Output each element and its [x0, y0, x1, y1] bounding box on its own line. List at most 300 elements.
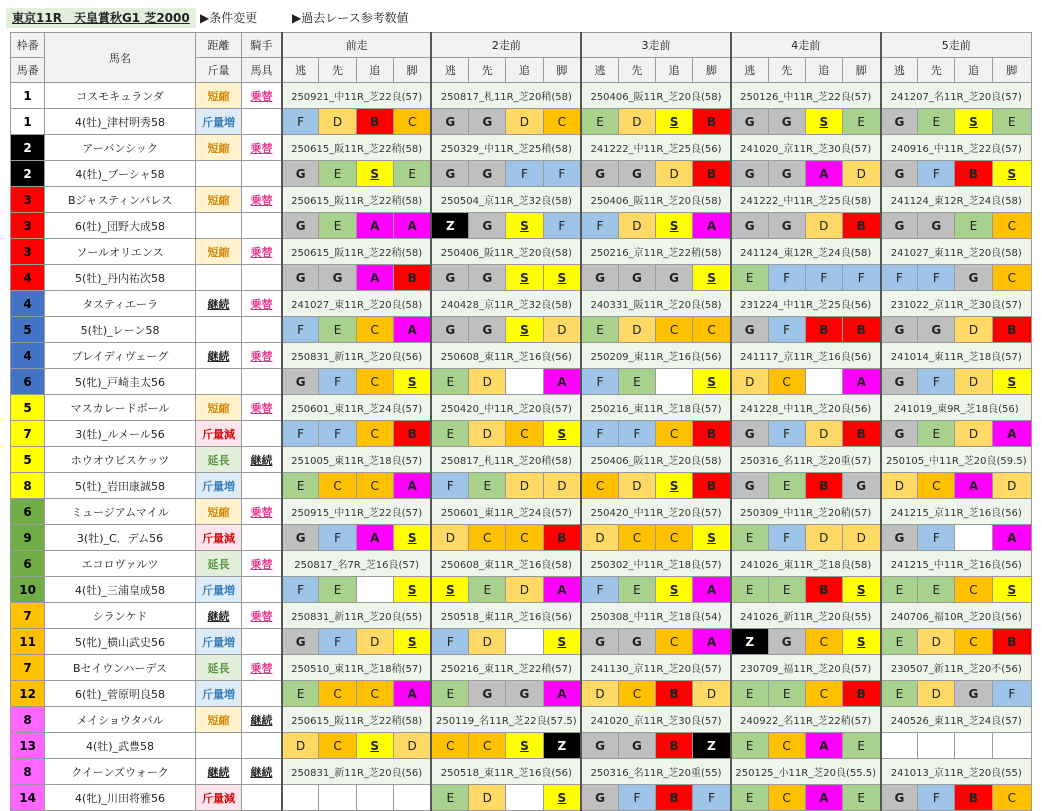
jockey-change-tag[interactable]: 乗替 [242, 83, 282, 109]
past-race-label[interactable]: 230709_福11R_芝20良(57) [731, 655, 881, 681]
race-group-header-2: 2走前 [431, 33, 581, 58]
race-mark-cell: F [543, 161, 581, 187]
race-mark-cell: G [618, 629, 655, 655]
race-mark-cell: D [469, 421, 506, 447]
gear-cell [242, 629, 282, 655]
horse-number: 2 [11, 161, 45, 187]
frame-number: 5 [11, 395, 45, 421]
distance-change-tag: 短縮 [195, 239, 241, 265]
horse-number: 10 [11, 577, 45, 603]
past-race-label[interactable]: 241020_京11R_芝30良(57) [731, 135, 881, 161]
race-mark-cell: G [881, 317, 918, 343]
race-mark-cell: A [693, 213, 731, 239]
race-mark-cell: G [469, 317, 506, 343]
race-subheader: 先 [469, 58, 506, 83]
past-race-label[interactable]: 250615_阪11R_芝22稍(58) [282, 135, 432, 161]
jockey-change-tag[interactable]: 乗替 [242, 239, 282, 265]
race-mark-cell: F [693, 785, 731, 811]
past-race-label[interactable]: 250216_東11R_芝22稍(57) [431, 655, 581, 681]
frame-number: 5 [11, 447, 45, 473]
race-mark-cell: G [881, 213, 918, 239]
gear-cell [242, 265, 282, 291]
race-mark-cell: F [918, 265, 955, 291]
race-subheader: 脚 [393, 58, 431, 83]
horse-number: 4 [11, 265, 45, 291]
race-mark-cell [506, 369, 543, 395]
past-race-label[interactable]: 241215_中11R_芝16良(56) [881, 551, 1032, 577]
race-mark-cell: Z [431, 213, 468, 239]
race-mark-cell: G [842, 473, 880, 499]
past-race-label[interactable]: 250817_札11R_芝20稍(58) [431, 83, 581, 109]
race-mark-cell: E [918, 577, 955, 603]
race-mark-cell: C [469, 733, 506, 759]
horse-number: 11 [11, 629, 45, 655]
race-mark-cell: C [955, 629, 992, 655]
horse-name[interactable]: ソールオリエンス [45, 239, 196, 265]
horse-age-jockey-info: 5(牡)_丹内祐次58 [45, 265, 196, 291]
race-mark-cell: C [805, 629, 842, 655]
race-mark-cell: B [842, 213, 880, 239]
past-race-label[interactable]: 241027_東11R_芝20良(58) [282, 291, 432, 317]
horse-number: 8 [11, 473, 45, 499]
horse-age-jockey-info: 4(牝)_川田将雅56 [45, 785, 196, 811]
jockey-change-tag[interactable]: 乗替 [242, 499, 282, 525]
race-mark-cell: D [506, 473, 543, 499]
horse-age-jockey-info: 4(牡)_三浦皇成58 [45, 577, 196, 603]
past-race-label[interactable]: 250504_京11R_芝32良(58) [431, 187, 581, 213]
distance-change-tag: 短縮 [195, 395, 241, 421]
race-mark-cell: B [955, 785, 992, 811]
race-mark-cell: D [955, 317, 992, 343]
race-mark-cell: D [581, 525, 618, 551]
race-mark-cell: G [955, 265, 992, 291]
race-mark-cell: C [356, 369, 393, 395]
weight-change-tag: 斤量減 [195, 421, 241, 447]
past-race-label[interactable]: 251005_東11R_芝18良(57) [282, 447, 432, 473]
race-group-header-1: 前走 [282, 33, 432, 58]
race-subheader: 先 [319, 58, 356, 83]
horse-age-jockey-info: 4(牡)_ブーシャ58 [45, 161, 196, 187]
race-mark-cell: S [842, 577, 880, 603]
horse-name[interactable]: クイーンズウォーク [45, 759, 196, 785]
past-race-label[interactable]: 250615_阪11R_芝22稍(58) [282, 707, 432, 733]
jockey-change-tag[interactable]: 乗替 [242, 291, 282, 317]
past-race-label[interactable]: 231022_京11R_芝30良(57) [881, 291, 1032, 317]
past-race-label[interactable]: 250406_阪11R_芝20良(58) [581, 83, 731, 109]
race-mark-cell: E [842, 733, 880, 759]
past-race-label[interactable]: 250510_東11R_芝18稍(57) [282, 655, 432, 681]
past-race-label[interactable]: 250420_中11R_芝20良(57) [581, 499, 731, 525]
past-race-label[interactable]: 250817_札11R_芝20稍(58) [431, 447, 581, 473]
past-race-label[interactable]: 250216_京11R_芝22稍(58) [581, 239, 731, 265]
frame-number: 8 [11, 707, 45, 733]
race-mark-cell: S [506, 317, 543, 343]
past-race-label[interactable]: 250309_中11R_芝20稍(57) [731, 499, 881, 525]
past-race-label[interactable]: 250601_東11R_芝24良(57) [282, 395, 432, 421]
race-mark-cell: S [393, 369, 431, 395]
race-subheader: 逃 [881, 58, 918, 83]
past-race-label[interactable]: 250406_阪11R_芝20良(58) [581, 447, 731, 473]
past-race-label[interactable]: 240706_福10R_芝20良(56) [881, 603, 1032, 629]
past-race-label[interactable]: 241215_京11R_芝16良(56) [881, 499, 1032, 525]
race-mark-cell: E [731, 525, 768, 551]
horse-number: 3 [11, 213, 45, 239]
race-mark-cell: E [431, 421, 468, 447]
jockey-change-tag[interactable]: 乗替 [242, 395, 282, 421]
weight-change-tag: 斤量増 [195, 473, 241, 499]
race-mark-cell: C [431, 733, 468, 759]
past-race-label[interactable]: 241207_名11R_芝20良(57) [881, 83, 1032, 109]
past-race-label[interactable]: 250308_中11R_芝18良(54) [581, 603, 731, 629]
race-subheader: 逃 [731, 58, 768, 83]
race-mark-cell: E [881, 577, 918, 603]
past-race-label[interactable]: 241027_東11R_芝20良(58) [881, 239, 1032, 265]
race-mark-cell: E [431, 785, 468, 811]
race-mark-cell: E [618, 369, 655, 395]
race-mark-cell: B [656, 681, 693, 707]
horse-name[interactable]: ブレイディヴェーグ [45, 343, 196, 369]
horse-age-jockey-info: 5(牝)_戸崎圭太56 [45, 369, 196, 395]
race-mark-cell: S [805, 109, 842, 135]
race-mark-cell: A [356, 213, 393, 239]
horse-age-jockey-info: 5(牡)_レーン58 [45, 317, 196, 343]
race-subheader: 脚 [842, 58, 880, 83]
race-subheader: 逃 [431, 58, 468, 83]
race-mark-cell: E [731, 681, 768, 707]
horse-age-jockey-info: 6(牡)_団野大成58 [45, 213, 196, 239]
race-mark-cell: G [319, 265, 356, 291]
race-mark-cell: G [881, 369, 918, 395]
race-mark-cell: G [431, 317, 468, 343]
past-race-label[interactable]: 230507_新11R_芝20不(56) [881, 655, 1032, 681]
past-race-label[interactable]: 250125_小11R_芝20良(55.5) [731, 759, 881, 785]
jockey-change-tag[interactable]: 乗替 [242, 551, 282, 577]
race-mark-cell: S [506, 733, 543, 759]
race-mark-cell: B [693, 473, 731, 499]
horse-name[interactable]: アーバンシック [45, 135, 196, 161]
race-mark-cell: E [881, 629, 918, 655]
race-mark-cell: F [918, 161, 955, 187]
race-mark-cell: C [656, 317, 693, 343]
race-mark-cell: C [319, 733, 356, 759]
past-race-label[interactable]: 250615_阪11R_芝22稍(58) [282, 187, 432, 213]
horse-name[interactable]: タスティエーラ [45, 291, 196, 317]
gear-cell [242, 733, 282, 759]
past-race-label[interactable]: 250126_中11R_芝22良(57) [731, 83, 881, 109]
horse-number: 12 [11, 681, 45, 707]
past-race-label[interactable]: 250915_中11R_芝22良(57) [282, 499, 432, 525]
past-race-label[interactable]: 250209_東11R_芝16良(56) [581, 343, 731, 369]
past-race-label[interactable]: 241228_中11R_芝20良(56) [731, 395, 881, 421]
race-mark-cell: D [955, 421, 992, 447]
race-mark-cell: A [356, 525, 393, 551]
race-mark-cell: G [656, 265, 693, 291]
past-race-reference-link[interactable]: ▶過去レース参考数値 [292, 11, 409, 25]
race-mark-cell: F [768, 265, 805, 291]
jockey-change-tag[interactable]: 継続 [242, 707, 282, 733]
race-mark-cell: S [693, 369, 731, 395]
race-mark-cell: G [731, 109, 768, 135]
race-mark-cell: C [319, 681, 356, 707]
race-mark-cell: A [393, 473, 431, 499]
race-mark-cell [656, 369, 693, 395]
frame-number: 7 [11, 603, 45, 629]
past-race-label[interactable]: 241117_京11R_芝16良(56) [731, 343, 881, 369]
race-mark-cell: S [842, 629, 880, 655]
race-mark-cell: E [731, 785, 768, 811]
race-mark-cell: F [918, 785, 955, 811]
race-mark-cell: A [356, 265, 393, 291]
race-mark-cell: G [731, 421, 768, 447]
race-mark-cell: B [842, 317, 880, 343]
race-subheader: 脚 [543, 58, 581, 83]
race-mark-cell: C [656, 629, 693, 655]
distance-change-tag: 延長 [195, 551, 241, 577]
race-mark-cell: B [842, 681, 880, 707]
race-mark-cell [356, 577, 393, 603]
race-mark-cell: D [393, 733, 431, 759]
gear-cell [242, 421, 282, 447]
race-mark-cell: E [768, 473, 805, 499]
gear-cell [242, 785, 282, 811]
past-race-label[interactable]: 241130_京11R_芝20良(57) [581, 655, 731, 681]
race-mark-cell: B [805, 577, 842, 603]
horse-number: 13 [11, 733, 45, 759]
jockey-change-tag[interactable]: 継続 [242, 759, 282, 785]
race-mark-cell: F [842, 265, 880, 291]
horse-name[interactable]: メイショウタバル [45, 707, 196, 733]
race-mark-cell: E [618, 577, 655, 603]
race-mark-cell: F [431, 473, 468, 499]
jockey-header: 騎手 [242, 33, 282, 58]
past-race-label[interactable]: 250420_中11R_芝20良(57) [431, 395, 581, 421]
race-mark-cell: G [506, 681, 543, 707]
distance-change-tag: 短縮 [195, 187, 241, 213]
race-mark-cell [506, 785, 543, 811]
past-race-label[interactable]: 241222_中11R_芝25良(56) [581, 135, 731, 161]
race-mark-cell: F [768, 525, 805, 551]
gear-cell [242, 317, 282, 343]
race-mark-cell: F [581, 577, 618, 603]
race-mark-cell: C [356, 681, 393, 707]
race-mark-cell: F [768, 421, 805, 447]
race-mark-cell: F [918, 369, 955, 395]
race-mark-cell: E [955, 213, 992, 239]
weight-change-tag [195, 317, 241, 343]
horse-age-jockey-info: 3(牡)_ルメール56 [45, 421, 196, 447]
race-mark-cell: E [393, 161, 431, 187]
past-race-label[interactable]: 231224_中11R_芝25良(56) [731, 291, 881, 317]
horse-name[interactable]: ホウオウビスケッツ [45, 447, 196, 473]
horse-name[interactable]: Bセイウンハーデス [45, 655, 196, 681]
race-mark-cell: D [881, 473, 918, 499]
race-mark-cell: G [282, 265, 319, 291]
race-mark-cell: D [693, 681, 731, 707]
race-subheader: 先 [618, 58, 655, 83]
jockey-change-tag[interactable]: 乗替 [242, 343, 282, 369]
past-race-label[interactable]: 241014_東11R_芝18良(57) [881, 343, 1032, 369]
race-mark-cell: G [918, 213, 955, 239]
horse-name[interactable]: Bジャスティンパレス [45, 187, 196, 213]
race-mark-cell: B [543, 525, 581, 551]
race-group-header-5: 5走前 [881, 33, 1032, 58]
race-subheader: 追 [805, 58, 842, 83]
race-mark-cell: C [656, 525, 693, 551]
race-mark-cell: G [881, 785, 918, 811]
past-race-label[interactable]: 250518_東11R_芝16良(56) [431, 759, 581, 785]
distance-change-tag: 短縮 [195, 135, 241, 161]
race-mark-cell: C [356, 473, 393, 499]
race-mark-cell: D [431, 525, 468, 551]
race-mark-cell: E [768, 577, 805, 603]
race-mark-cell: D [805, 213, 842, 239]
race-mark-cell [918, 733, 955, 759]
distance-change-tag: 延長 [195, 447, 241, 473]
horse-name[interactable]: マスカレードボール [45, 395, 196, 421]
race-mark-cell: A [693, 577, 731, 603]
race-mark-cell: G [469, 265, 506, 291]
race-mark-cell: F [506, 161, 543, 187]
race-mark-cell: D [469, 785, 506, 811]
past-race-label[interactable]: 250608_東11R_芝16良(58) [431, 551, 581, 577]
frame-number: 6 [11, 499, 45, 525]
past-race-label[interactable]: 250316_名11R_芝20重(57) [731, 447, 881, 473]
past-race-label[interactable]: 250601_東11R_芝24良(57) [431, 499, 581, 525]
jockey-change-tag[interactable]: 乗替 [242, 135, 282, 161]
top-bar [0, 0, 1042, 32]
past-race-label[interactable]: 241124_東12R_芝24良(58) [731, 239, 881, 265]
race-mark-cell: A [805, 161, 842, 187]
horse-name[interactable]: ミュージアムマイル [45, 499, 196, 525]
jockey-change-tag[interactable]: 乗替 [242, 603, 282, 629]
past-race-label[interactable]: 250216_東11R_芝18良(57) [581, 395, 731, 421]
race-mark-cell: C [319, 473, 356, 499]
past-race-label[interactable]: 240916_中11R_芝22良(57) [881, 135, 1032, 161]
race-mark-cell: C [992, 213, 1031, 239]
jockey-change-tag[interactable]: 乗替 [242, 187, 282, 213]
past-race-label[interactable]: 240526_東11R_芝24良(57) [881, 707, 1032, 733]
past-race-label[interactable]: 241019_東9R_芝18良(56) [881, 395, 1032, 421]
race-mark-cell: E [581, 317, 618, 343]
race-mark-cell: F [768, 317, 805, 343]
race-mark-cell: D [805, 525, 842, 551]
race-mark-cell: G [282, 369, 319, 395]
distance-change-tag: 短縮 [195, 83, 241, 109]
race-mark-cell: D [282, 733, 319, 759]
race-mark-cell: A [393, 213, 431, 239]
weight-change-tag [195, 733, 241, 759]
race-subheader: 追 [356, 58, 393, 83]
race-mark-cell [881, 733, 918, 759]
frame-header: 枠番 [11, 33, 45, 58]
past-race-label[interactable]: 241026_東11R_芝18良(58) [731, 551, 881, 577]
horse-name[interactable]: エコロヴァルツ [45, 551, 196, 577]
race-subheader: 脚 [693, 58, 731, 83]
race-mark-cell: C [768, 785, 805, 811]
past-race-label[interactable]: 250105_中11R_芝20良(59.5) [881, 447, 1032, 473]
jockey-change-tag[interactable]: 乗替 [242, 655, 282, 681]
race-mark-cell: F [319, 525, 356, 551]
gear-cell [242, 369, 282, 395]
past-race-label[interactable]: 250831_新11R_芝20良(56) [282, 759, 432, 785]
race-mark-cell: D [356, 629, 393, 655]
past-race-label[interactable]: 250817_名7R_芝16良(57) [282, 551, 432, 577]
past-race-label[interactable]: 250615_阪11R_芝22稍(58) [282, 239, 432, 265]
gear-cell [242, 525, 282, 551]
race-mark-cell: F [319, 629, 356, 655]
jockey-change-tag[interactable]: 継続 [242, 447, 282, 473]
past-race-label[interactable]: 250406_阪11R_芝20良(58) [431, 239, 581, 265]
past-race-label[interactable]: 250921_中11R_芝22良(57) [282, 83, 432, 109]
horse-name[interactable]: シランケド [45, 603, 196, 629]
race-mark-cell: D [805, 421, 842, 447]
past-race-label[interactable]: 241013_京11R_芝20良(55) [881, 759, 1032, 785]
race-mark-cell: S [506, 213, 543, 239]
race-mark-cell: G [881, 421, 918, 447]
past-race-label[interactable]: 240922_名11R_芝22稍(57) [731, 707, 881, 733]
horse-number: 1 [11, 109, 45, 135]
horse-name[interactable]: コスモキュランダ [45, 83, 196, 109]
condition-change-link[interactable]: ▶条件変更 [200, 11, 258, 25]
past-race-label[interactable]: 240428_京11R_芝32良(58) [431, 291, 581, 317]
race-mark-cell: D [618, 213, 655, 239]
race-mark-cell: A [992, 525, 1031, 551]
race-mark-cell: E [992, 109, 1031, 135]
past-race-label[interactable]: 250831_新11R_芝20良(55) [282, 603, 432, 629]
distance-change-tag: 短縮 [195, 499, 241, 525]
race-mark-cell: S [992, 161, 1031, 187]
race-mark-cell: C [992, 265, 1031, 291]
distance-change-tag: 延長 [195, 655, 241, 681]
race-mark-cell: E [319, 317, 356, 343]
race-mark-cell: D [543, 473, 581, 499]
race-mark-cell [992, 733, 1031, 759]
race-mark-cell: G [881, 161, 918, 187]
past-race-label[interactable]: 241222_中11R_芝25良(58) [731, 187, 881, 213]
past-race-label[interactable]: 250302_中11R_芝18良(57) [581, 551, 731, 577]
race-mark-cell: E [731, 265, 768, 291]
past-race-label[interactable]: 250329_中11R_芝25稍(58) [431, 135, 581, 161]
past-race-label[interactable]: 241020_京11R_芝30良(57) [581, 707, 731, 733]
race-mark-cell: A [805, 733, 842, 759]
race-mark-cell: A [842, 369, 880, 395]
race-mark-cell: A [393, 681, 431, 707]
race-mark-cell: F [992, 681, 1031, 707]
race-mark-cell: G [282, 213, 319, 239]
past-race-label[interactable]: 250406_阪11R_芝20良(58) [581, 187, 731, 213]
past-race-label[interactable]: 250119_名11R_芝22良(57.5) [431, 707, 581, 733]
past-race-label[interactable]: 250608_東11R_芝16良(56) [431, 343, 581, 369]
race-mark-cell: B [693, 161, 731, 187]
past-race-label[interactable]: 250518_東11R_芝16良(56) [431, 603, 581, 629]
race-mark-cell: A [805, 785, 842, 811]
race-mark-cell: B [992, 629, 1031, 655]
frame-number: 3 [11, 239, 45, 265]
race-mark-cell: G [581, 733, 618, 759]
past-race-label[interactable]: 241124_東12R_芝24良(58) [881, 187, 1032, 213]
race-mark-cell: F [282, 317, 319, 343]
race-mark-cell: G [581, 161, 618, 187]
race-mark-cell: B [656, 785, 693, 811]
race-mark-cell: F [543, 213, 581, 239]
race-mark-cell: Z [731, 629, 768, 655]
past-race-label[interactable]: 250316_名11R_芝20重(55) [581, 759, 731, 785]
race-mark-cell: G [768, 161, 805, 187]
gear-cell [242, 473, 282, 499]
past-race-label[interactable]: 240331_阪11R_芝20良(58) [581, 291, 731, 317]
past-race-label[interactable]: 250831_新11R_芝20良(56) [282, 343, 432, 369]
past-race-label[interactable]: 241026_新11R_芝20良(55) [731, 603, 881, 629]
